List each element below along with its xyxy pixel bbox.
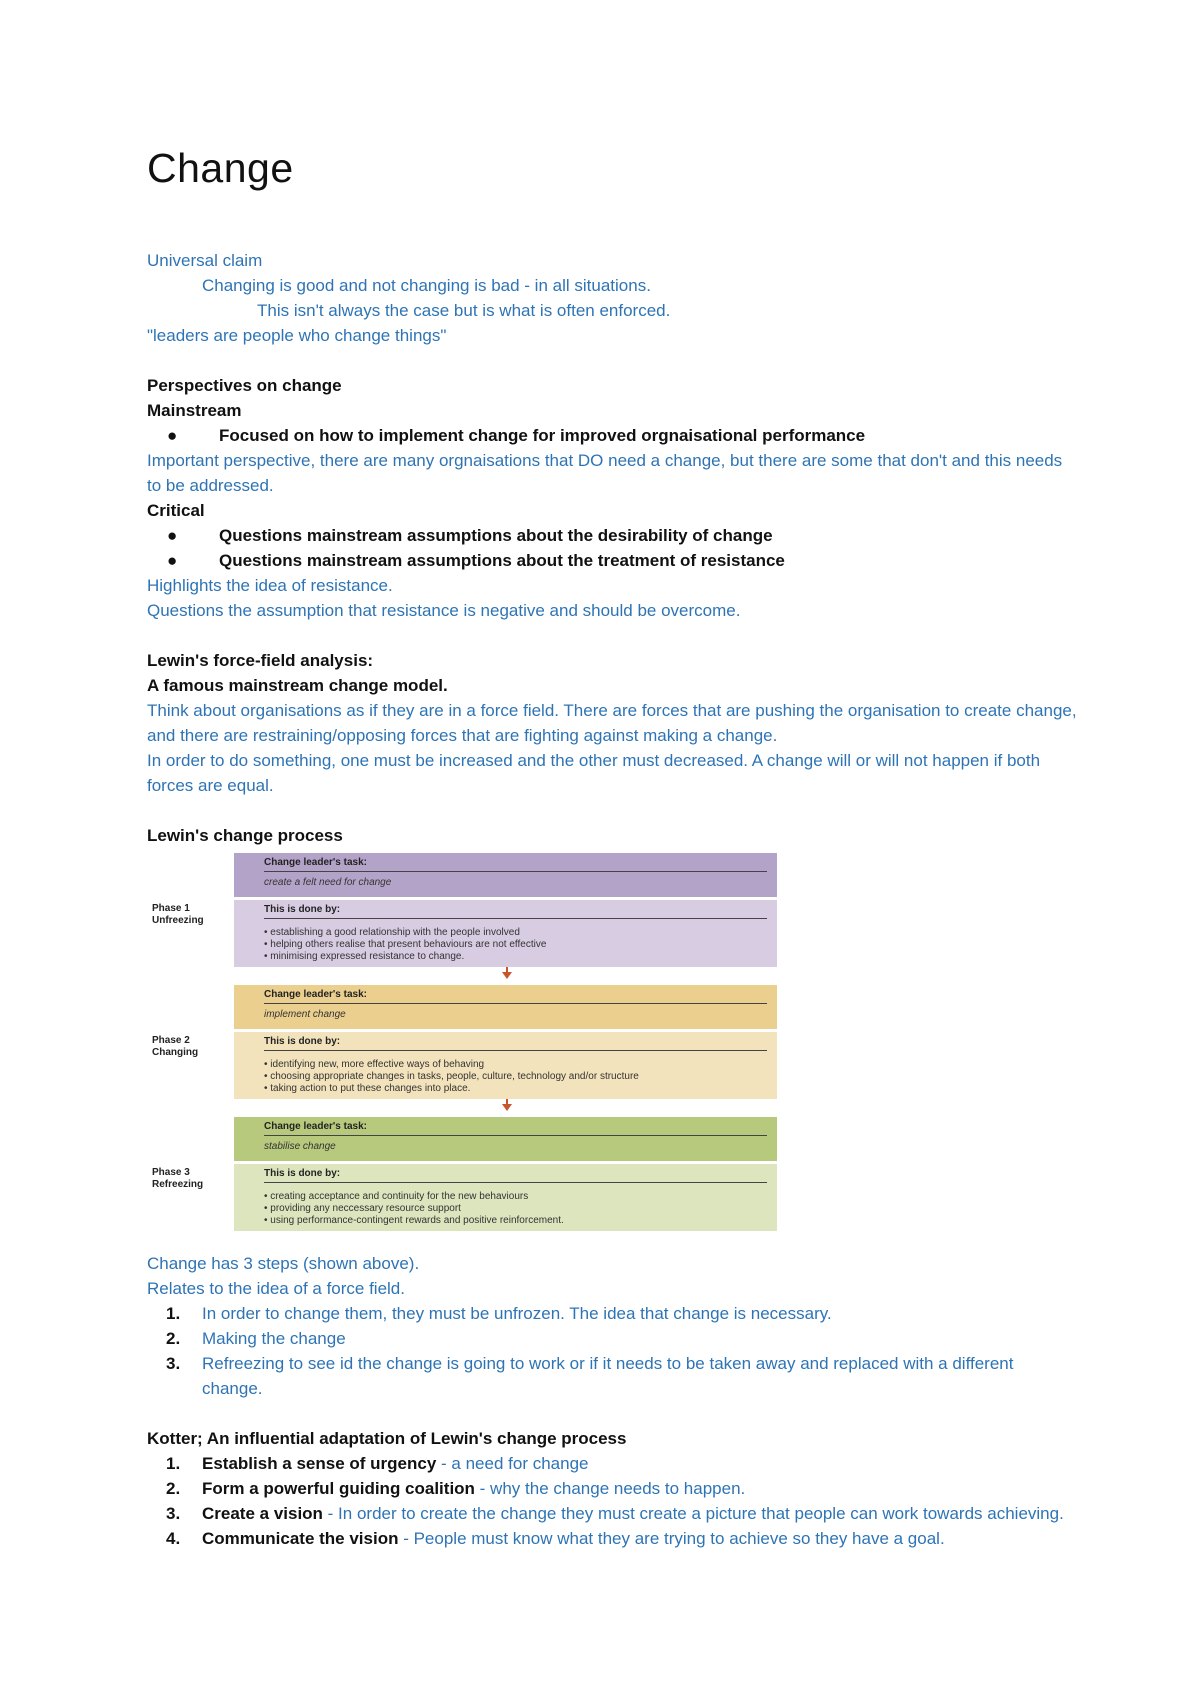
mainstream-note: Important perspective, there are many orgnaisations that DO need a change, but there are some that don't and this needs to be addressed. — [147, 451, 1063, 495]
force-field-subheading: A famous mainstream change model. — [147, 676, 448, 695]
universal-heading: Universal claim — [147, 251, 263, 270]
bullet-icon: ● — [167, 551, 178, 570]
force-field-para-2: In order to do something, one must be increased and the other must decreased. A change will or will not happen if both forces are equal. — [147, 751, 1041, 795]
phase-3-task-box: Change leader's task: stabilise change — [234, 1117, 777, 1161]
phase-1-task-box: Change leader's task: create a felt need for change — [234, 853, 777, 897]
force-field-para-1: Think about organisations as if they are in a force field. There are forces that are pushing the organisation to create change, and there are restraining/opposing forces that are fighting against making a change. — [147, 701, 1077, 745]
list-item: 3. Create a vision - In order to create the change they must create a picture that people can work towards achieving. — [166, 1504, 1064, 1523]
universal-line-2: This isn't always the case but is what is often enforced. — [257, 301, 671, 320]
critical-bullet-list — [147, 523, 1077, 573]
process-note-2: Relates to the idea of a force field. — [147, 1279, 405, 1298]
mainstream-label: Mainstream — [147, 401, 242, 420]
list-item: 1. Establish a sense of urgency - a need for change — [166, 1454, 589, 1473]
phase-3-label: Phase 3 Refreezing — [152, 1167, 204, 1190]
phase-1-label: Phase 1 Unfreezing — [152, 903, 204, 926]
perspectives-heading: Perspectives on change — [147, 376, 342, 395]
force-field-heading: Lewin's force-field analysis: — [147, 651, 374, 670]
down-arrow-icon — [502, 972, 512, 979]
lewin-steps-list — [147, 1301, 1077, 1401]
change-process-heading: Lewin's change process — [147, 826, 343, 845]
critical-label: Critical — [147, 501, 205, 520]
list-item: 3. Refreezing to see id the change is going to work or if it needs to be taken away and replaced with a different change. — [166, 1354, 1014, 1398]
kotter-steps-list — [147, 1451, 1077, 1551]
list-item: ● Questions mainstream assumptions about the treatment of resistance — [147, 548, 1077, 573]
kotter-heading: Kotter; An influential adaptation of Lewin's change process — [147, 1429, 627, 1448]
list-item: ● Focused on how to implement change for improved orgnaisational performance — [147, 423, 1077, 448]
list-item: 2. Form a powerful guiding coalition - why the change needs to happen. — [166, 1479, 746, 1498]
page-title: Change — [147, 145, 294, 191]
mainstream-bullet-list — [147, 423, 1077, 448]
list-item: 4. Communicate the vision - People must know what they are trying to achieve so they have a goal. — [166, 1529, 945, 1548]
process-note-1: Change has 3 steps (shown above). — [147, 1254, 420, 1273]
universal-line-1: Changing is good and not changing is bad - in all situations. — [202, 276, 651, 295]
list-item: 1. In order to change them, they must be unfrozen. The idea that change is necessary. — [166, 1304, 832, 1323]
lewin-change-diagram — [152, 853, 792, 1243]
critical-note-2: Questions the assumption that resistance is negative and should be overcome. — [147, 601, 741, 620]
phase-2-done-box: This is done by: • identifying new, more effective ways of behaving • choosing appropriate changes in tasks, people, culture, technology and/or structure • taking action to put these changes into place. — [234, 1032, 777, 1099]
list-item: ● Questions mainstream assumptions about the desirability of change — [147, 523, 1077, 548]
document-content — [147, 140, 1077, 1551]
phase-2-label: Phase 2 Changing — [152, 1035, 199, 1058]
phase-1-done-box: This is done by: • establishing a good relationship with the people involved • helping others realise that present behaviours are not effective • minimising expressed resistance to change. — [234, 900, 777, 967]
universal-line-3: "leaders are people who change things" — [147, 326, 447, 345]
phase-2-task-box: Change leader's task: implement change — [234, 985, 777, 1029]
down-arrow-icon — [502, 1104, 512, 1111]
critical-note-1: Highlights the idea of resistance. — [147, 576, 393, 595]
phase-3-done-box: This is done by: • creating acceptance and continuity for the new behaviours • providing any neccessary resource support • using performance-contingent rewards and positive reinforcement. — [234, 1164, 777, 1231]
bullet-icon: ● — [167, 426, 178, 445]
bullet-icon: ● — [167, 526, 178, 545]
list-item: 2. Making the change — [166, 1329, 346, 1348]
